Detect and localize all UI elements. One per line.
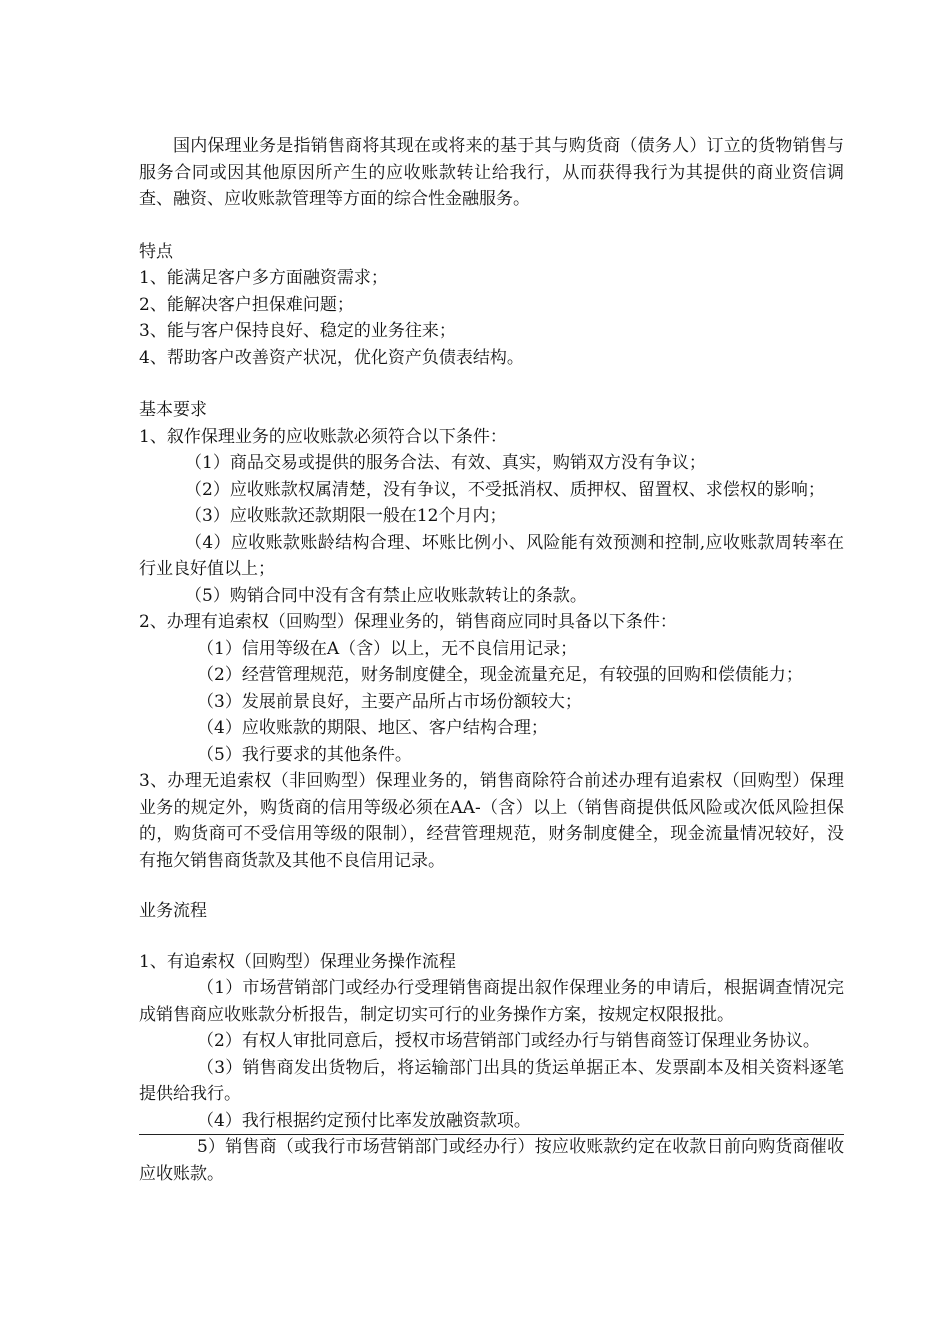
feature-item-1: 1、能满足客户多方面融资需求； (139, 268, 388, 288)
requirement-2-item-5: （5）我行要求的其他条件。 (197, 744, 412, 765)
requirement-2-item-4: （4）应收账款的期限、地区、客户结构合理； (197, 718, 548, 738)
process-1-step-2: （2）有权人审批同意后，授权市场营销部门或经办行与销售商签订保理业务协议。 (197, 1031, 820, 1051)
requirement-2-item-1: （1）信用等级在A（含）以上，无不良信用记录； (197, 638, 578, 659)
feature-item-2: 2、能解决客户担保难问题； (139, 294, 354, 315)
requirement-1-title: 1、叙作保理业务的应收账款必须符合以下条件： (139, 426, 507, 447)
feature-item-4: 4、帮助客户改善资产状况，优化资产负债表结构。 (139, 347, 524, 368)
document-body (139, 133, 844, 1187)
requirement-3-paragraph: 3、办理无追索权（非回购型）保理业务的，销售商除符合前述办理有追索权（回购型）保理业务的规定外，购货商的信用等级必须在AA-（含）以上（销售商提供低风险或次低风险担保的，购货商可不受信用等级的限制），经营管理规范，财务制度健全，现金流量情况较好，没有拖欠销售商货款及其他不良信用记录。 (139, 771, 844, 871)
intro-paragraph: 国内保理业务是指销售商将其现在或将来的基于其与购货商（债务人）订立的货物销售与服务合同或因其他原因所产生的应收账款转让给我行，从而获得我行为其提供的商业资信调查、融资、应收账款管理等方面的综合性金融服务。 (139, 136, 844, 209)
process-1-step-4: （4）我行根据约定预付比率发放融资款项。 (197, 1110, 531, 1131)
requirements-heading: 基本要求 (139, 400, 207, 420)
requirement-1-item-4: （4）应收账款账龄结构合理、坏账比例小、风险能有效预测和控制,应收账款周转率在行业良好值以上； (139, 532, 844, 579)
requirement-1-item-2: （2）应收账款权属清楚，没有争议，不受抵消权、质押权、留置权、求偿权的影响； (185, 479, 825, 500)
requirement-2-item-3: （3）发展前景良好，主要产品所占市场份额较大； (197, 691, 582, 712)
requirement-1-item-1: （1）商品交易或提供的服务合法、有效、真实，购销双方没有争议； (185, 453, 706, 473)
requirement-2-item-2: （2）经营管理规范，财务制度健全，现金流量充足，有较强的回购和偿债能力； (197, 665, 803, 685)
requirement-2-title: 2、办理有追索权（回购型）保理业务的，销售商应同时具备以下条件： (139, 612, 677, 632)
process-1-step-1: （1）市场营销部门或经办行受理销售商提出叙作保理业务的申请后，根据调查情况完成销售商应收账款分析报告，制定切实可行的业务操作方案，按规定权限报批。 (139, 978, 844, 1025)
process-1-step-3: （3）销售商发出货物后，将运输部门出具的货运单据正本、发票副本及相关资料逐笔提供给我行。 (139, 1057, 844, 1104)
process-1-step-5: 5）销售商（或我行市场营销部门或经办行）按应收账款约定在收款日前向购货商催收应收账款。 (139, 1137, 844, 1184)
requirement-1-item-5: （5）购销合同中没有含有禁止应收账款转让的条款。 (185, 585, 587, 606)
requirement-1-item-3: （3）应收账款还款期限一般在12个月内； (185, 506, 507, 526)
process-1-title: 1、有追索权（回购型）保理业务操作流程 (139, 951, 456, 972)
features-heading: 特点 (139, 241, 173, 262)
process-heading: 业务流程 (139, 901, 207, 921)
feature-item-3: 3、能与客户保持良好、稳定的业务往来； (139, 321, 456, 341)
